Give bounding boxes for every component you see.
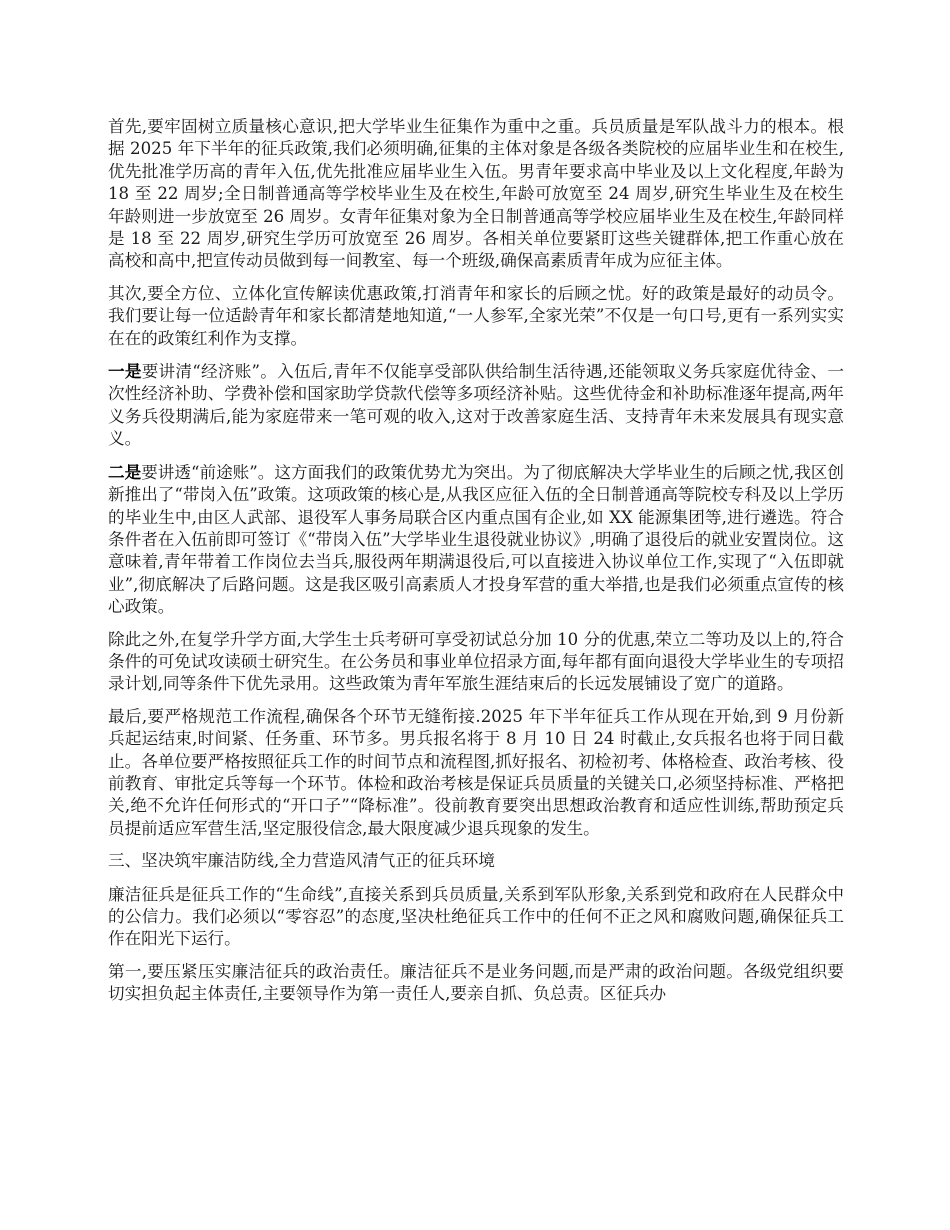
paragraph-policy-publicity [108,283,844,350]
paragraph-lead: 一是 [108,361,142,382]
paragraph-lead: 二是 [108,461,142,482]
paragraph-text: 最后,要严格规范工作流程,确保各个环节无缝衔接.2025 年下半年征兵工作从现在开始,到 9 月份新兵起运结束,时间紧、任务重、环节多。男兵报名将于 8 月 10 日 24 时截止,女兵报名也将于同日截止。各单位要严格按照征兵工作的时间节点和流程图,抓好报名、初检初考、体格检查、政治考核、役前教育、审批定兵等每一个环节。体检和政治考核是保证兵员质量的关键关口,必须坚持标准、严格把关,绝不允许任何形式的“开口子”“降标准”。役前教育要突出思想政治教育和适应性训练,帮助预定兵员提前适应军营生活,坚定服役信念,最大限度减少退兵现象的发生。 [108,706,844,838]
paragraph-economic-account [108,360,844,451]
paragraph-text: 首先,要牢固树立质量核心意识,把大学毕业生征集作为重中之重。兵员质量是军队战斗力的根本。根据 2025 年下半年的征兵政策,我们必须明确,征集的主体对象是各级各类院校的应届毕业生和在校生,优先批准学历高的青年入伍,优先批准应届毕业生入伍。男青年要求高中毕业及以上文化程度,年龄为 18 至 22 周岁;全日制普通高等学校毕业生及在校生,年龄可放宽至 24 周岁,研究生毕业生及在校生年龄则进一步放宽至 26 周岁。女青年征集对象为全日制普通高等学校应届毕业生及在校生,年龄同样是 18 至 22 周岁,研究生学历可放宽至 26 周岁。各相关单位要紧盯这些关键群体,把工作重心放在高校和高中,把宣传动员做到每一间教室、每一个班级,确保高素质青年成为应征主体。 [108,117,844,271]
paragraph-further-benefits [108,629,844,696]
paragraph-quality-focus [108,116,844,273]
paragraph-text: 廉洁征兵是征兵工作的“生命线”,直接关系到兵员质量,关系到军队形象,关系到党和政府在人民群众中的公信力。我们必须以“零容忍”的态度,坚决杜绝征兵工作中的任何不正之风和腐败问题,确保征兵工作在阳光下运行。 [108,884,844,949]
paragraph-political-responsibility [108,961,844,1006]
paragraph-text: 要讲透“前途账”。这方面我们的政策优势尤为突出。为了彻底解决大学毕业生的后顾之忧,我区创新推出了“带岗入伍”政策。这项政策的核心是,从我区应征入伍的全日制普通高等院校专科及以上学历的毕业生中,由区人武部、退役军人事务局联合区内重点国有企业,如 XX 能源集团等,进行遴选。符合条件者在入伍前即可签订《“带岗入伍”大学毕业生退役就业协议》,明确了退役后的就业安置岗位。这意味着,青年带着工作岗位去当兵,服役两年期满退役后,可以直接进入协议单位工作,实现了“入伍即就业”,彻底解决了后路问题。这是我区吸引高素质人才投身军营的重大举措,也是我们必须重点宣传的核心政策。 [108,462,844,617]
paragraph-workflow [108,706,844,840]
paragraph-future-account [108,461,844,619]
paragraph-text: 除此之外,在复学升学方面,大学生士兵考研可享受初试总分加 10 分的优惠,荣立二等功及以上的,符合条件的可免试攻读硕士研究生。在公务员和事业单位招录方面,每年都有面向退役大学毕业生的专项招录计划,同等条件下优先录用。这些政策为青年军旅生涯结束后的长远发展铺设了宽广的道路。 [108,629,844,694]
paragraph-text: 其次,要全方位、立体化宣传解读优惠政策,打消青年和家长的后顾之忧。好的政策是最好的动员令。我们要让每一位适龄青年和家长都清楚地知道,“一人参军,全家光荣”不仅是一句口号,更有一系列实实在在的政策红利作为支撑。 [108,283,844,348]
paragraph-integrity [108,884,844,951]
document-page [108,116,844,1016]
section-heading: 三、坚决筑牢廉洁防线,全力营造风清气正的征兵环境 [108,851,495,871]
paragraph-text: 第一,要压紧压实廉洁征兵的政治责任。廉洁征兵不是业务问题,而是严肃的政治问题。各级党组织要切实担负起主体责任,主要领导作为第一责任人,要亲自抓、负总责。区征兵办 [108,961,844,1004]
paragraph-text: 要讲清“经济账”。入伍后,青年不仅能享受部队供给制生活待遇,还能领取义务兵家庭优待金、一次性经济补助、学费补偿和国家助学贷款代偿等多项经济补贴。这些优待金和补助标准逐年提高,两年义务兵役期满后,能为家庭带来一笔可观的收入,这对于改善家庭生活、支持青年未来发展具有现实意义。 [108,362,845,449]
